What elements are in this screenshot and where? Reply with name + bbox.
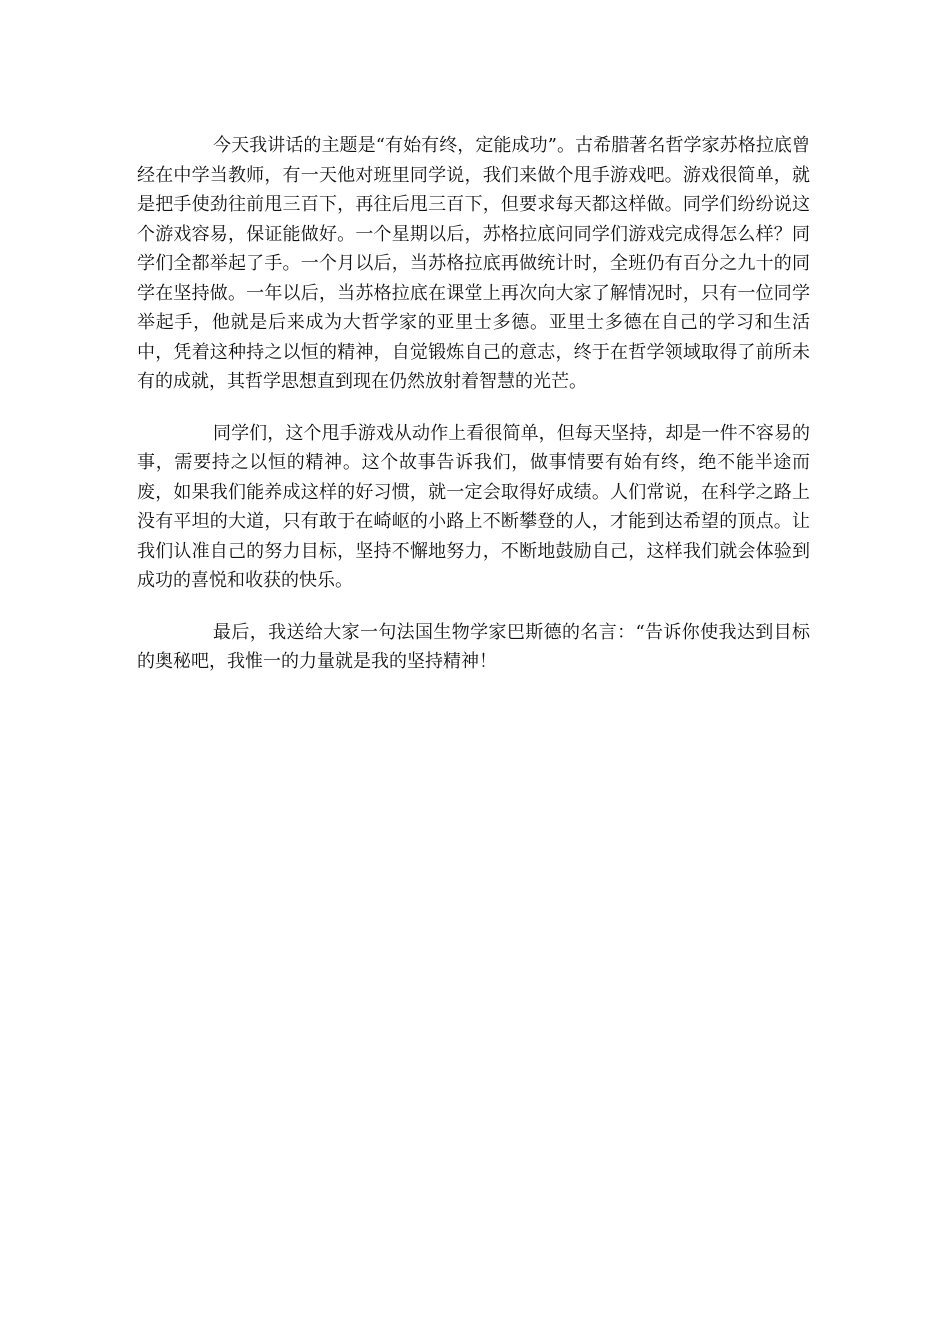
- paragraph-1: 今天我讲话的主题是“有始有终，定能成功”。古希腊著名哲学家苏格拉底曾经在中学当教师，有一天他对班里同学说，我们来做个甩手游戏吧。游戏很简单，就是把手使劲往前甩三百下，再往后甩三百下，但要求每天都这样做。同学们纷纷说这个游戏容易，保证能做好。一个星期以后，苏格拉底问同学们游戏完成得怎么样？同学们全都举起了手。一个月以后，当苏格拉底再做统计时，全班仍有百分之九十的同学在坚持做。一年以后，当苏格拉底在课堂上再次向大家了解情况时，只有一位同学举起手，他就是后来成为大哲学家的亚里士多德。亚里士多德在自己的学习和生活中，凭着这种持之以恒的精神，自觉锻炼自己的意志，终于在哲学领域取得了前所未有的成就，其哲学思想直到现在仍然放射着智慧的光芒。: [137, 135, 810, 392]
- paragraph-2: 同学们，这个甩手游戏从动作上看很简单，但每天坚持，却是一件不容易的事，需要持之以恒的精神。这个故事告诉我们，做事情要有始有终，绝不能半途而废，如果我们能养成这样的好习惯，就一定会取得好成绩。人们常说，在科学之路上没有平坦的大道，只有敢于在崎岖的小路上不断攀登的人，才能到达希望的顶点。让我们认准自己的努力目标，坚持不懈地努力，不断地鼓励自己，这样我们就会体验到成功的喜悦和收获的快乐。: [137, 422, 810, 591]
- document-body: [137, 131, 810, 677]
- paragraph-3: 最后，我送给大家一句法国生物学家巴斯德的名言：“告诉你使我达到目标的奥秘吧，我惟一的力量就是我的坚持精神！: [137, 621, 810, 672]
